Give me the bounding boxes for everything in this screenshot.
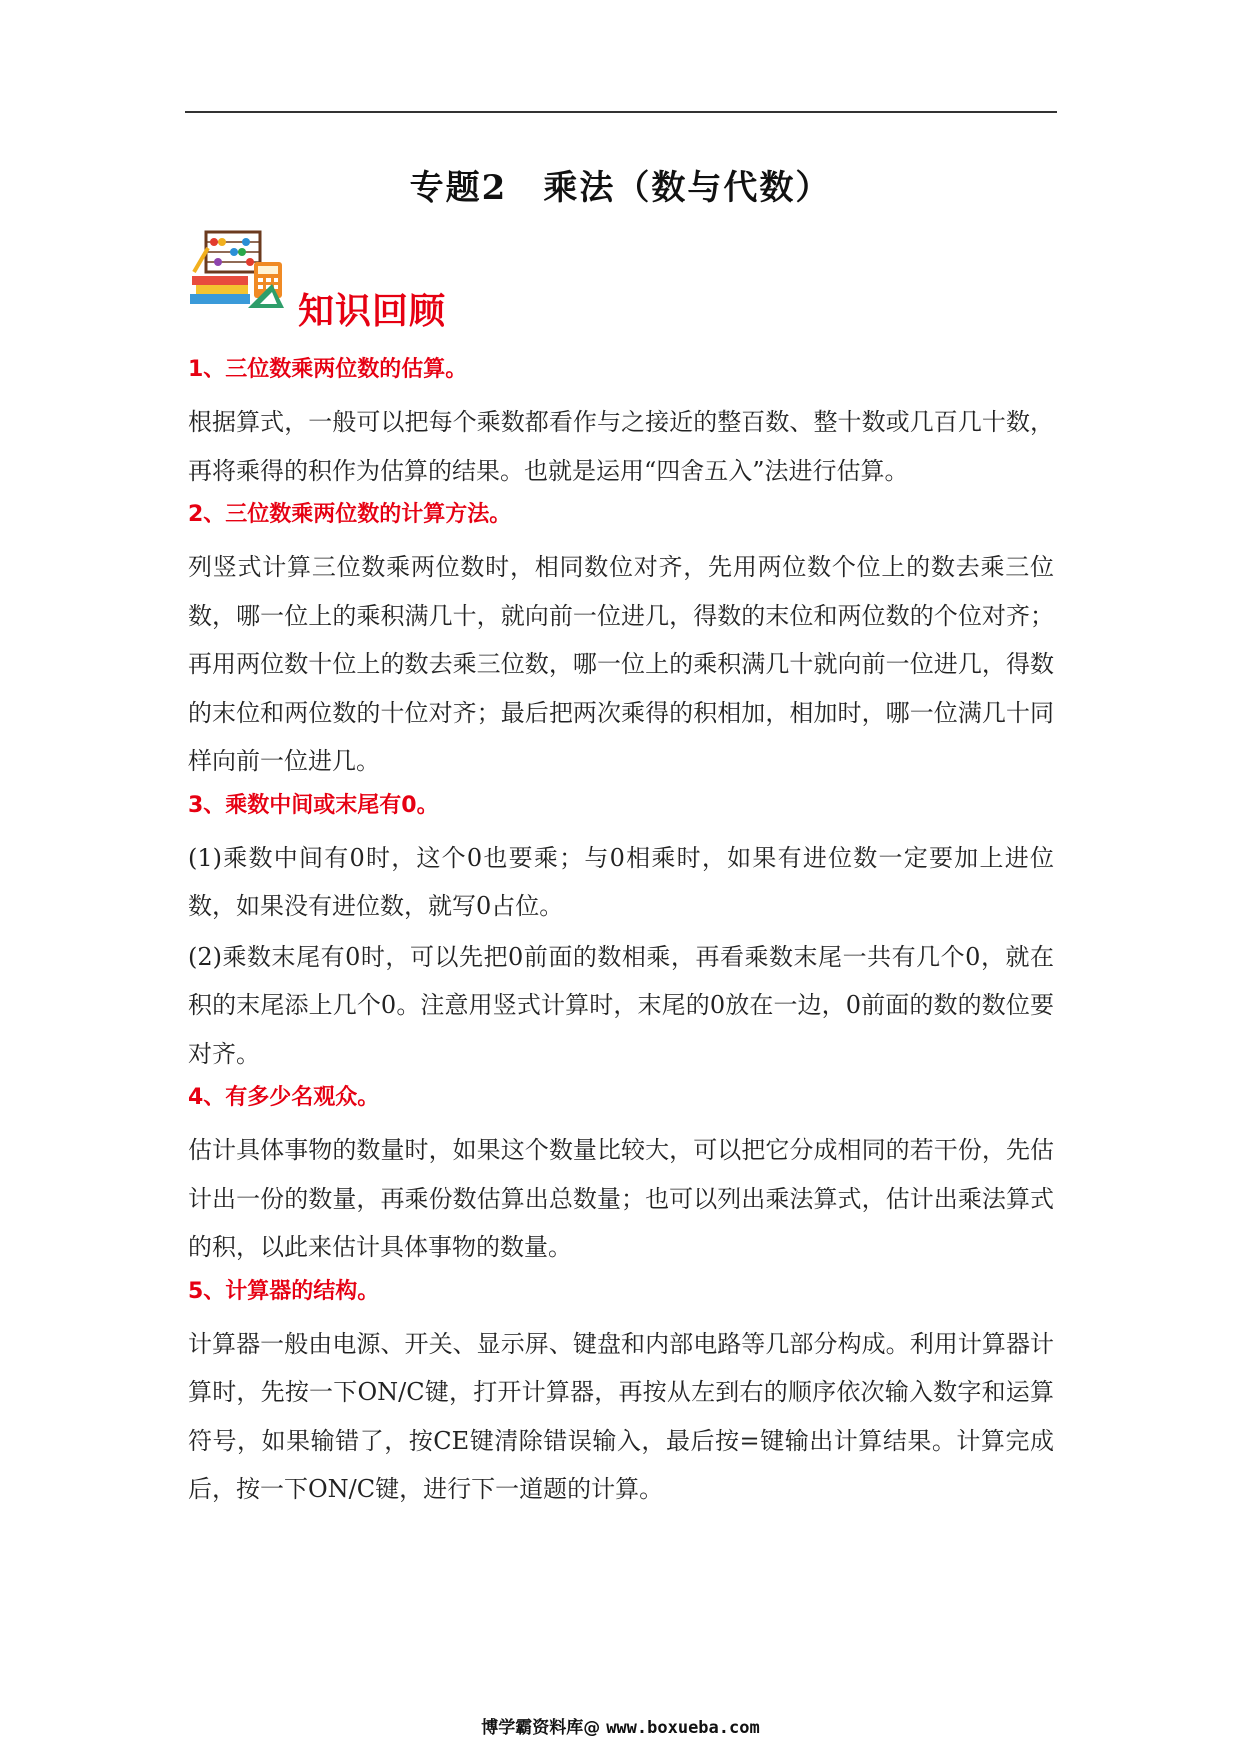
section-3 bbox=[188, 788, 1054, 1079]
section-heading: 4、有多少名观众。 bbox=[188, 1085, 380, 1110]
section-5 bbox=[188, 1274, 1054, 1514]
footer-site-name: 博学霸资料库@ bbox=[481, 1718, 601, 1738]
paragraph: 根据算式，一般可以把每个乘数都看作与之接近的整百数、整十数或几百几十数，再将乘得的积作为估算的结果。也就是运用“四舍五入”法进行估算。 bbox=[188, 408, 1054, 485]
section-banner-title: 知识回顾 bbox=[298, 290, 447, 332]
section-heading: 3、乘数中间或末尾有0。 bbox=[188, 792, 439, 818]
section-heading: 1、三位数乘两位数的估算。 bbox=[188, 357, 468, 382]
paragraph: 计算器一般由电源、开关、显示屏、键盘和内部电路等几部分构成。利用计算器计算时，先按一下ON/C键，打开计算器，再按从左到右的顺序依次输入数字和运算符号，如果输错了，按CE键清除错误输入，最后按=键输出计算结果。计算完成后，按一下ON/C键，进行下一道题的计算。 bbox=[188, 1329, 1054, 1503]
knowledge-review-banner bbox=[188, 228, 488, 338]
section-2 bbox=[188, 497, 1054, 786]
section-1 bbox=[188, 352, 1054, 495]
page-footer bbox=[0, 1713, 1241, 1738]
paragraph: 列竖式计算三位数乘两位数时，相同数位对齐，先用两位数个位上的数去乘三位数，哪一位上的乘积满几十，就向前一位进几，得数的末位和两位数的个位对齐；再用两位数十位上的数去乘三位数，哪一位上的乘积满几十就向前一位进几，得数的末位和两位数的十位对齐；最后把两次乘得的积相加，相加时，哪一位满几十同样向前一位进几。 bbox=[188, 553, 1054, 775]
section-4 bbox=[188, 1080, 1054, 1272]
footer-url[interactable]: www.boxueba.com bbox=[606, 1718, 760, 1738]
paragraph: 估计具体事物的数量时，如果这个数量比较大，可以把它分成相同的若干份，先估计出一份的数量，再乘份数估算出总数量；也可以列出乘法算式，估计出乘法算式的积，以此来估计具体事物的数量。 bbox=[188, 1136, 1054, 1261]
paragraph: (2)乘数末尾有0时，可以先把0前面的数相乘，再看乘数末尾一共有几个0，就在积的末尾添上几个0。注意用竖式计算时，末尾的0放在一边，0前面的数的数位要对齐。 bbox=[188, 942, 1054, 1068]
abacus-books-calculator-icon bbox=[188, 228, 298, 310]
section-heading: 2、三位数乘两位数的计算方法。 bbox=[188, 502, 512, 527]
paragraph: (1)乘数中间有0时，这个0也要乘；与0相乘时，如果有进位数一定要加上进位数，如果没有进位数，就写0占位。 bbox=[188, 843, 1054, 920]
page-title: 专题2 乘法（数与代数） bbox=[409, 168, 832, 208]
section-heading: 5、计算器的结构。 bbox=[188, 1278, 380, 1304]
header-rule bbox=[185, 111, 1057, 113]
content-body bbox=[188, 352, 1054, 1516]
